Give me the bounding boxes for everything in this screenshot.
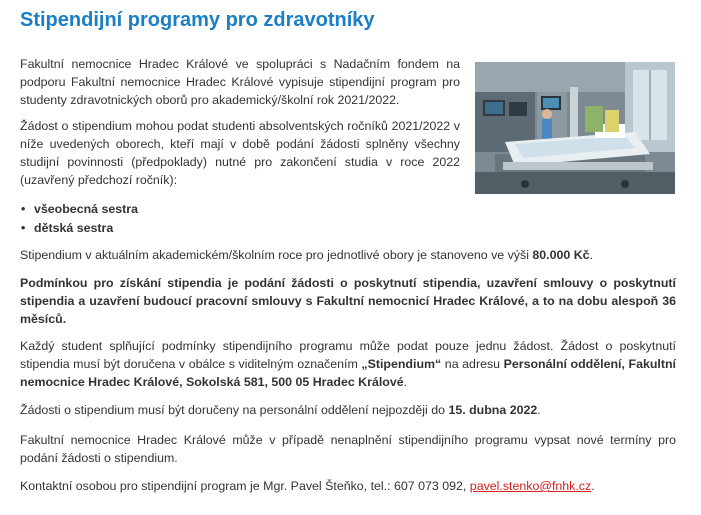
fields-list [20,200,138,238]
email-link[interactable]: pavel.stenko@fnhk.cz [469,479,592,493]
address: Personální oddělení, Fakultní nemocnice Hradec Králové, Sokolská 581, 500 05 Hradec Králové [20,357,676,389]
submission-paragraph: Každý student splňující podmínky stipendijního programu může podat pouze jednu žádost. Žádost o poskytnutí stipendia musí být doručena v obálce s viditelným označením „Stipendium“ na adresu Personální oddělení, Fakultní nemocnice Hradec Králové, Sokolská 581, 500 05 Hradec Králové. [20,339,676,389]
hospital-icu-photo [475,62,675,194]
page-title: Stipendijní programy pro zdravotníky [20,9,375,31]
deadline-paragraph: Žádosti o stipendium musí být doručeny na personální oddělení nejpozději do 15. dubna 2022. [20,403,541,417]
amount-paragraph: Stipendium v aktuálním akademickém/školním roce pro jednotlivé obory je stanoveno ve výši 80.000 Kč. [20,248,594,262]
eligibility-paragraph: Žádost o stipendium mohou podat studenti absolventských ročníků 2021/2022 v níže uvedených oborech, kteří mají v době podání žádosti splněny všechny studijní povinnosti (předpoklady) nutné pro zakončení studia v roce 2022 (uzavřený předchozí ročník): [20,119,460,187]
list-item: • dětská sestra [34,219,138,238]
intro-paragraph: Fakultní nemocnice Hradec Králové ve spolupráci s Nadačním fondem na podporu Fakultní nemocnice Hradec Králové vypisuje stipendijní program pro studenty zdravotnických oborů pro akademický/školní rok 2021/2022. [20,57,460,107]
condition-paragraph: Podmínkou pro získání stipendia je podání žádosti o poskytnutí stipendia, uzavření smlouvy o poskytnutí stipendia a uzavření budoucí pracovní smlouvy s Fakultní nemocnicí Hradec Králové, a to na dobu alespoň 36 měsíců. [20,276,676,326]
contact-paragraph: Kontaktní osobou pro stipendijní program je Mgr. Pavel Šteňko, tel.: 607 073 092, pavel.stenko@fnhk.cz. [20,479,595,493]
amount-value: 80.000 Kč [532,248,590,262]
deadline-date: 15. dubna 2022 [448,403,538,417]
reservation-paragraph: Fakultní nemocnice Hradec Králové může v případě nenaplnění stipendijního programu vypsat nové termíny pro podání žádosti o stipendium. [20,433,676,465]
list-item: • všeobecná sestra [34,200,138,219]
envelope-label: „Stipendium“ [361,357,442,371]
